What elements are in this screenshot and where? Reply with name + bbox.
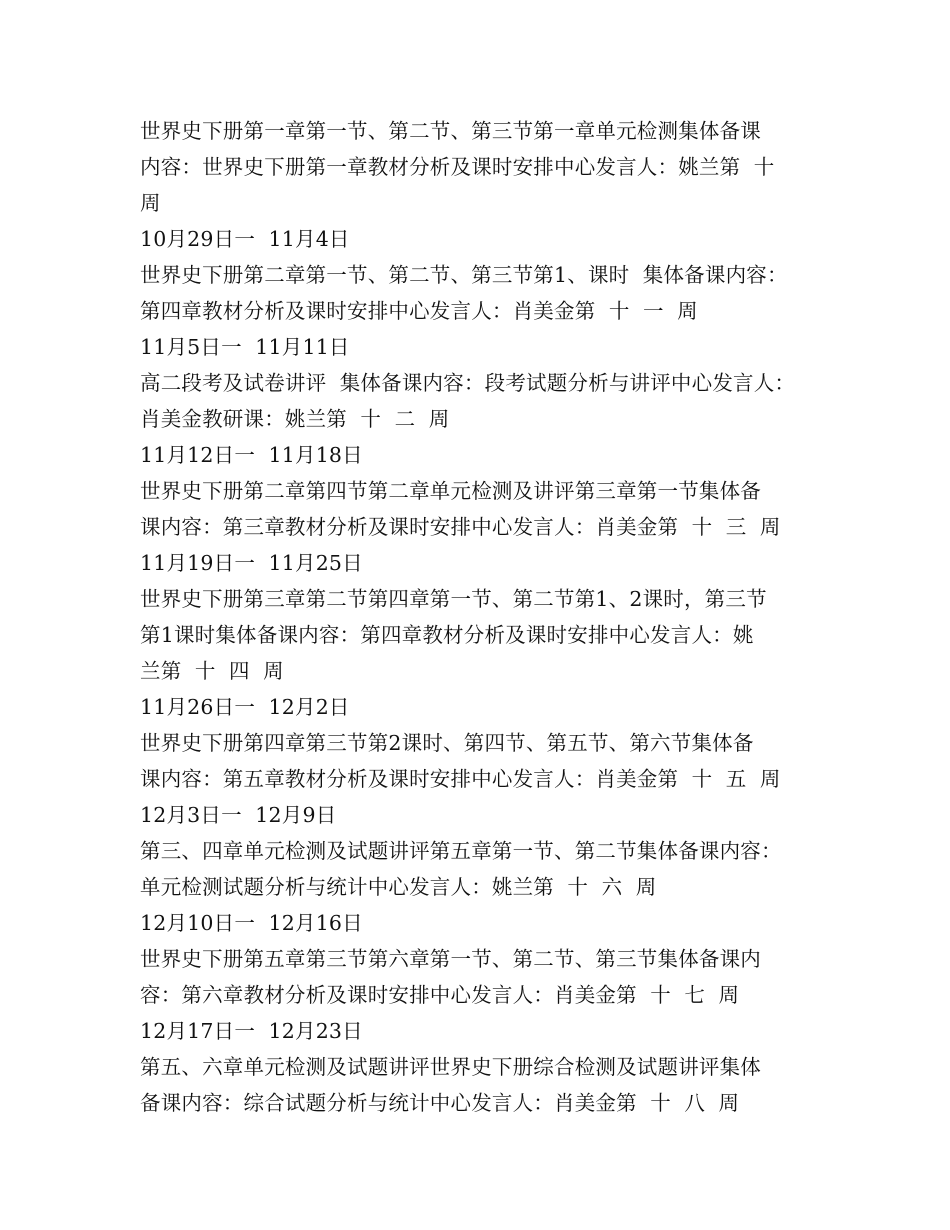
text-line: 世界史下册第二章第一节、第二节、第三节第1、课时 集体备课内容： — [140, 263, 788, 287]
date-range-line: 12月3日一 12月9日 — [140, 803, 337, 827]
text-line: 第五、六章单元检测及试题讲评世界史下册综合检测及试题讲评集体 — [140, 1055, 761, 1079]
text-line: 高二段考及试卷讲评 集体备课内容：段考试题分析与讲评中心发言人： — [140, 371, 796, 395]
date-range-line: 11月19日一 11月25日 — [140, 551, 363, 575]
text-line: 世界史下册第一章第一节、第二节、第三节第一章单元检测集体备课 — [140, 119, 761, 143]
date-range-line: 12月10日一 12月16日 — [140, 911, 363, 935]
text-line: 备课内容：综合试题分析与统计中心发言人：肖美金第 十 八 周 — [140, 1091, 740, 1115]
text-line: 单元检测试题分析与统计中心发言人：姚兰第 十 六 周 — [140, 875, 657, 899]
text-line: 容：第六章教材分析及课时安排中心发言人：肖美金第 十 七 周 — [140, 983, 740, 1007]
date-range-line: 12月17日一 12月23日 — [140, 1019, 363, 1043]
date-range-line: 11月12日一 11月18日 — [140, 443, 363, 467]
text-line: 课内容：第三章教材分析及课时安排中心发言人：肖美金第 十 三 周 — [140, 515, 781, 539]
document-body — [140, 113, 840, 1121]
text-line: 世界史下册第三章第二节第四章第一节、第二节第1、2课时，第三节 — [140, 587, 767, 611]
text-line: 世界史下册第二章第四节第二章单元检测及讲评第三章第一节集体备 — [140, 479, 761, 503]
date-range-line: 11月5日一 11月11日 — [140, 335, 350, 359]
text-line: 第1课时集体备课内容：第四章教材分析及课时安排中心发言人：姚 — [140, 623, 754, 647]
date-range-line: 10月29日一 11月4日 — [140, 227, 350, 251]
text-line: 世界史下册第五章第三节第六章第一节、第二节、第三节集体备课内 — [140, 947, 761, 971]
text-line: 周 — [140, 191, 161, 215]
text-line: 世界史下册第四章第三节第2课时、第四节、第五节、第六节集体备 — [140, 731, 754, 755]
text-line: 第三、四章单元检测及试题讲评第五章第一节、第二节集体备课内容： — [140, 839, 782, 863]
text-line: 第四章教材分析及课时安排中心发言人：肖美金第 十 一 周 — [140, 299, 698, 323]
date-range-line: 11月26日一 12月2日 — [140, 695, 350, 719]
text-line: 肖美金教研课：姚兰第 十 二 周 — [140, 407, 450, 431]
text-line: 兰第 十 四 周 — [140, 659, 284, 683]
text-line: 内容：世界史下册第一章教材分析及课时安排中心发言人：姚兰第 十 — [140, 155, 775, 179]
text-line: 课内容：第五章教材分析及课时安排中心发言人：肖美金第 十 五 周 — [140, 767, 781, 791]
